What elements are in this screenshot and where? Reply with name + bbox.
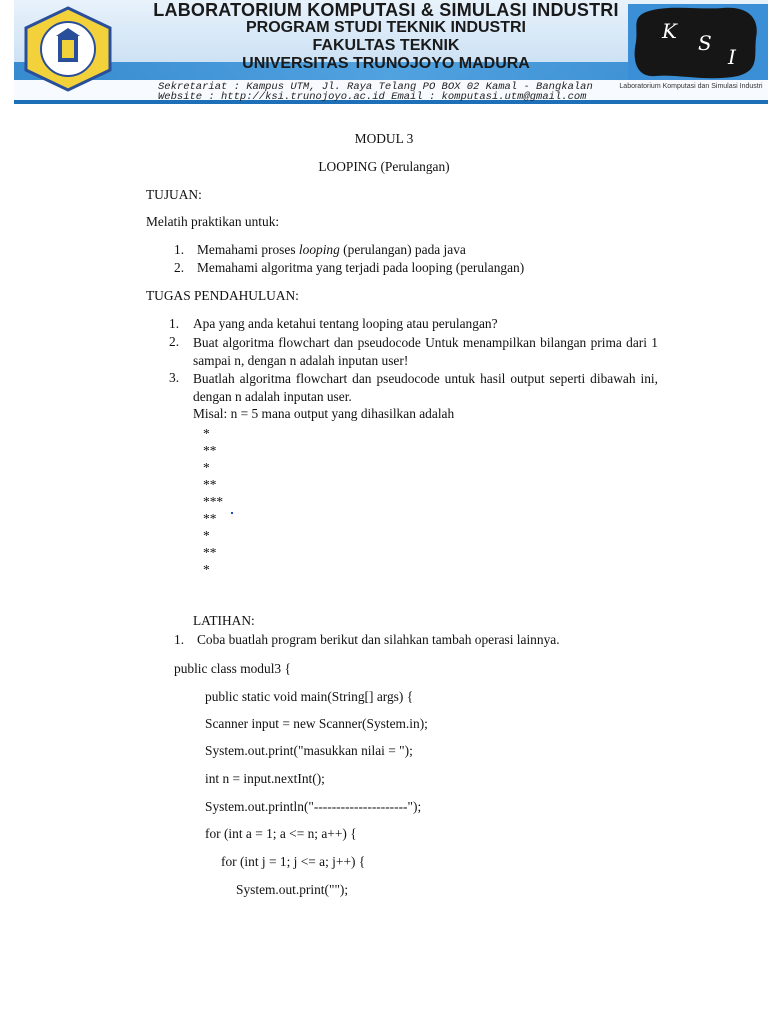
code-line: public static void main(String[] args) { [205, 689, 414, 704]
header-line-fakultas: FAKULTAS TEKNIK [312, 37, 460, 54]
tugas-item-1: Apa yang anda ketahui tentang looping atau perulangan? [193, 316, 498, 331]
module-title: MODUL 3 [354, 131, 414, 146]
tugas-heading: TUGAS PENDAHULUAN: [146, 288, 299, 303]
code-line: int n = input.nextInt(); [205, 771, 325, 786]
code-line: for (int j = 1; j <= a; j++) { [221, 854, 366, 869]
header-banner [14, 0, 768, 104]
tugas-item-2-num: 2. [169, 334, 180, 349]
tujuan-intro: Melatih praktikan untuk: [146, 214, 280, 229]
code-line: public class modul3 { [174, 661, 291, 676]
header-line-lab: LABORATORIUM KOMPUTASI & SIMULASI INDUSTRI [153, 0, 619, 20]
module-subtitle: LOOPING (Perulangan) [318, 159, 450, 174]
latihan-heading: LATIHAN: [193, 613, 255, 628]
star-row: ** [203, 443, 217, 458]
star-row: * [203, 426, 210, 441]
tujuan-heading: TUJUAN: [146, 187, 202, 202]
tugas-item-1-num: 1. [169, 316, 180, 331]
tugas-item-3: Buatlah algoritma flowchart dan pseudocode untuk hasil output seperti dibawah ini, dengan n adalah inputan user. [193, 371, 658, 404]
header-line-universitas: UNIVERSITAS TRUNOJOYO MADURA [242, 55, 530, 72]
tujuan-item-1-num: 1. [174, 242, 185, 257]
university-logo-icon [20, 6, 116, 92]
code-line: System.out.println("---------------------"); [205, 799, 422, 814]
tujuan-item-2-num: 2. [174, 260, 185, 275]
star-row: ** [203, 477, 217, 492]
tujuan-item-2: Memahami algoritma yang terjadi pada looping (perulangan) [197, 260, 525, 275]
star-row: *** [203, 494, 224, 509]
latihan-item-1-num: 1. [174, 632, 185, 647]
ksi-caption: Laboratorium Komputasi dan Simulasi Industri [619, 83, 763, 90]
header-address: Sekretariat : Kampus UTM, Jl. Raya Telang PO BOX 02 Kamal - Bangkalan [158, 81, 593, 93]
star-row: ** [203, 511, 217, 526]
ksi-logo-icon [628, 4, 768, 80]
ksi-letter-k: K [662, 19, 677, 43]
example-note: Misal: n = 5 mana output yang dihasilkan adalah [193, 406, 455, 421]
ksi-letter-s: S [698, 31, 712, 55]
tugas-item-2: Buat algoritma flowchart dan pseudocode Untuk menampilkan bilangan prima dari 1 sampai n, dengan n adalah inputan user! [193, 335, 658, 368]
code-line: Scanner input = new Scanner(System.in); [205, 716, 428, 731]
code-line: System.out.print(""); [236, 882, 349, 897]
ksi-letter-i: I [728, 45, 736, 69]
code-line: System.out.print("masukkan nilai = "); [205, 743, 413, 758]
star-row: * [203, 460, 210, 475]
latihan-item-1: Coba buatlah program berikut dan silahkan tambah operasi lainnya. [197, 632, 560, 647]
star-row: * [203, 528, 210, 543]
header-contact: Website : http://ksi.trunojoyo.ac.id Email : komputasi.utm@gmail.com [158, 91, 587, 103]
stray-dot [231, 512, 233, 514]
tujuan-item-1: Memahami proses looping (perulangan) pada java [197, 242, 466, 257]
code-line: for (int a = 1; a <= n; a++) { [205, 826, 357, 841]
header-line-prodi: PROGRAM STUDI TEKNIK INDUSTRI [246, 19, 526, 36]
star-row: ** [203, 545, 217, 560]
star-row: * [203, 562, 210, 577]
tugas-item-3-num: 3. [169, 370, 180, 385]
